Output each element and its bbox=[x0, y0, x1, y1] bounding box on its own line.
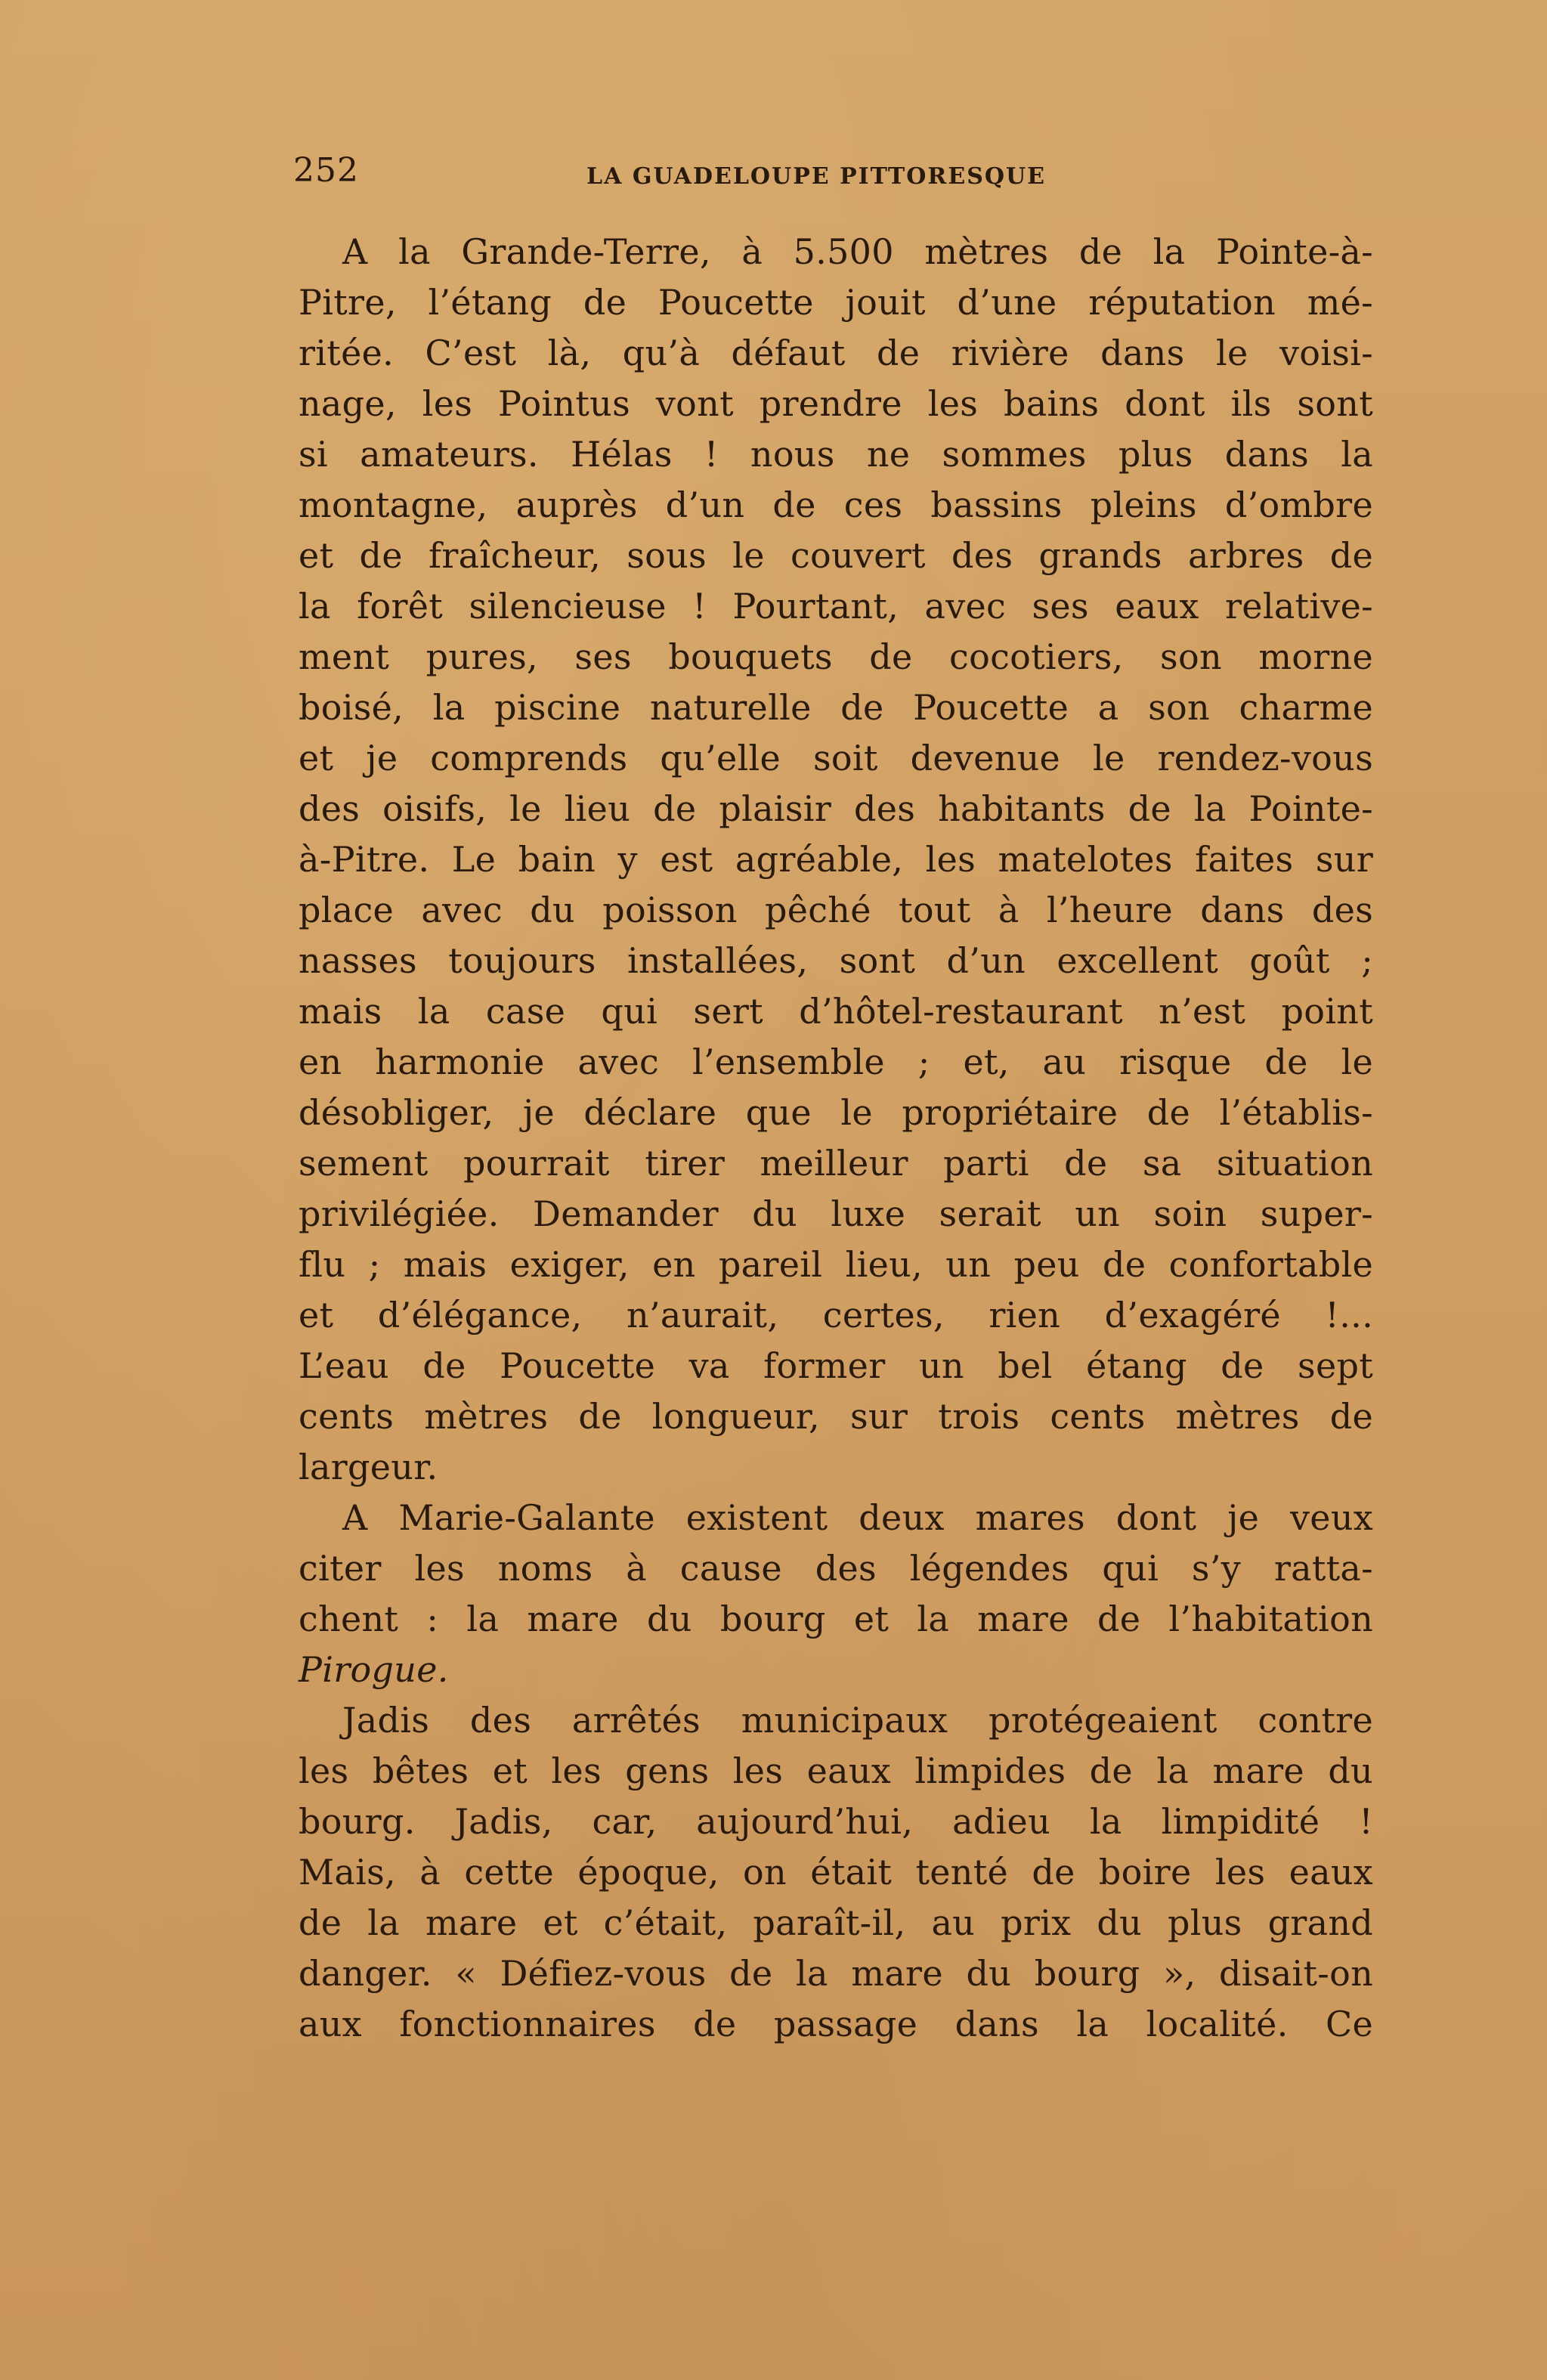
text-line: sement pourrait tirer meilleur parti de sa situation bbox=[299, 1143, 1373, 1184]
text-line: place avec du poisson pêché tout à l’heure dans des bbox=[299, 890, 1373, 930]
text-line: citer les noms à cause des légendes qui s’y ratta- bbox=[299, 1548, 1373, 1589]
text-line: ritée. C’est là, qu’à défaut de rivière dans le voisi- bbox=[299, 333, 1373, 373]
text-line: et d’élégance, n’aurait, certes, rien d’exagéré !... bbox=[299, 1295, 1373, 1335]
text-line: A Marie-Galante existent deux mares dont je veux bbox=[342, 1497, 1373, 1538]
text-line: des oisifs, le lieu de plaisir des habitants de la Pointe- bbox=[299, 788, 1373, 829]
text-line: privilégiée. Demander du luxe serait un soin super- bbox=[299, 1193, 1373, 1234]
text-line: mais la case qui sert d’hôtel-restaurant n’est point bbox=[299, 991, 1373, 1032]
page-number: 252 bbox=[293, 151, 359, 190]
text-line: Jadis des arrêtés municipaux protégeaient contre bbox=[342, 1700, 1373, 1741]
text-line: aux fonctionnaires de passage dans la localité. Ce bbox=[299, 2004, 1373, 2044]
text-line: L’eau de Poucette va former un bel étang de sept bbox=[299, 1345, 1373, 1386]
text-line: Mais, à cette époque, on était tenté de boire les eaux bbox=[299, 1852, 1373, 1893]
text-line: en harmonie avec l’ensemble ; et, au risque de le bbox=[299, 1041, 1373, 1082]
text-line: nasses toujours installées, sont d’un excellent goût ; bbox=[299, 940, 1373, 981]
text-line: boisé, la piscine naturelle de Poucette a son charme bbox=[299, 687, 1373, 728]
text-line: Pirogue. bbox=[299, 1649, 449, 1690]
text-line: danger. « Défiez-vous de la mare du bourg », disait-on bbox=[299, 1953, 1373, 1994]
text-line: largeur. bbox=[299, 1447, 438, 1487]
text-line: désobliger, je déclare que le propriétaire de l’établis- bbox=[299, 1092, 1373, 1133]
text-line: à-Pitre. Le bain y est agréable, les matelotes faites sur bbox=[299, 839, 1373, 880]
text-line: les bêtes et les gens les eaux limpides de la mare du bbox=[299, 1750, 1373, 1791]
text-line: si amateurs. Hélas ! nous ne sommes plus dans la bbox=[299, 434, 1373, 475]
body-text bbox=[299, 227, 1373, 2050]
text-line: montagne, auprès d’un de ces bassins pleins d’ombre bbox=[299, 484, 1373, 525]
text-line: la forêt silencieuse ! Pourtant, avec ses eaux relative- bbox=[299, 586, 1373, 627]
text-line: nage, les Pointus vont prendre les bains dont ils sont bbox=[299, 383, 1373, 424]
text-line: ment pures, ses bouquets de cocotiers, son morne bbox=[299, 636, 1373, 677]
text-line: bourg. Jadis, car, aujourd’hui, adieu la limpidité ! bbox=[299, 1801, 1373, 1842]
text-line: chent : la mare du bourg et la mare de l’habitation bbox=[299, 1599, 1373, 1639]
text-line: de la mare et c’était, paraît-il, au prix du plus grand bbox=[299, 1902, 1373, 1943]
text-line: Pitre, l’étang de Poucette jouit d’une réputation mé- bbox=[299, 282, 1373, 323]
running-title: LA GUADELOUPE PITTORESQUE bbox=[586, 163, 1047, 190]
text-line: et je comprends qu’elle soit devenue le rendez-vous bbox=[299, 738, 1373, 778]
page-header bbox=[293, 151, 1374, 197]
text-line: A la Grande-Terre, à 5.500 mètres de la Pointe-à- bbox=[342, 231, 1373, 272]
text-line: et de fraîcheur, sous le couvert des grands arbres de bbox=[299, 535, 1373, 576]
text-line: cents mètres de longueur, sur trois cents mètres de bbox=[299, 1396, 1373, 1437]
text-line: flu ; mais exiger, en pareil lieu, un peu de confortable bbox=[299, 1244, 1373, 1285]
